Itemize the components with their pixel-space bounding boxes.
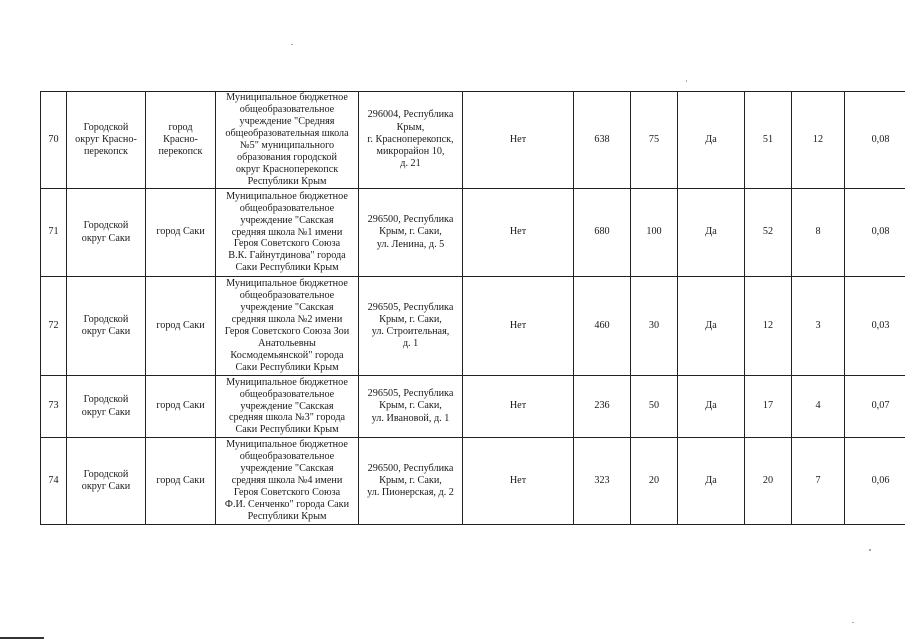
row-number: 70: [41, 92, 67, 189]
locality-cell: город Саки: [146, 438, 216, 525]
ratio-cell: 0,08: [845, 189, 905, 277]
value-cell: 638: [574, 92, 631, 189]
school-name-cell: Муниципальное бюджетное общеобразовательное учреждение "Сакская средняя школа №3" города Саки Республики Крым: [216, 376, 359, 438]
address-cell: 296004, Республика Крым, г. Красноперекопск, микрорайон 10, д. 21: [359, 92, 463, 189]
flag-cell: Нет: [463, 92, 574, 189]
scan-speck: [686, 80, 687, 82]
flag-cell: Да: [678, 189, 745, 277]
value-cell: 680: [574, 189, 631, 277]
value-cell: 460: [574, 277, 631, 376]
scan-speck: [869, 549, 871, 551]
value-cell: 17: [745, 376, 792, 438]
flag-cell: Да: [678, 92, 745, 189]
value-cell: 50: [631, 376, 678, 438]
page-edge-line: [0, 637, 44, 639]
ratio-cell: 0,07: [845, 376, 905, 438]
locality-cell: город Красно- перекопск: [146, 92, 216, 189]
value-cell: 100: [631, 189, 678, 277]
flag-cell: Нет: [463, 189, 574, 277]
table-row: [41, 438, 905, 525]
locality-cell: город Саки: [146, 376, 216, 438]
value-cell: 51: [745, 92, 792, 189]
address-cell: 296505, Республика Крым, г. Саки, ул. Ивановой, д. 1: [359, 376, 463, 438]
schools-table: [40, 91, 905, 525]
district-cell: Городской округ Саки: [67, 438, 146, 525]
table-row: [41, 92, 905, 189]
school-name-cell: Муниципальное бюджетное общеобразовательное учреждение "Сакская средняя школа №2 имени Героя Советского Союза Зои Анатольевны Космодемьянской" города Саки Республики Крым: [216, 277, 359, 376]
row-number: 74: [41, 438, 67, 525]
row-number: 73: [41, 376, 67, 438]
flag-cell: Да: [678, 438, 745, 525]
value-cell: 12: [792, 92, 845, 189]
value-cell: 4: [792, 376, 845, 438]
scan-speck: [291, 44, 293, 45]
address-cell: 296505, Республика Крым, г. Саки, ул. Строительная, д. 1: [359, 277, 463, 376]
row-number: 72: [41, 277, 67, 376]
ratio-cell: 0,03: [845, 277, 905, 376]
address-cell: 296500, Республика Крым, г. Саки, ул. Пионерская, д. 2: [359, 438, 463, 525]
flag-cell: Да: [678, 277, 745, 376]
table-row: [41, 189, 905, 277]
row-number: 71: [41, 189, 67, 277]
flag-cell: Да: [678, 376, 745, 438]
value-cell: 30: [631, 277, 678, 376]
flag-cell: Нет: [463, 376, 574, 438]
address-cell: 296500, Республика Крым, г. Саки, ул. Ленина, д. 5: [359, 189, 463, 277]
value-cell: 323: [574, 438, 631, 525]
value-cell: 7: [792, 438, 845, 525]
value-cell: 8: [792, 189, 845, 277]
value-cell: 75: [631, 92, 678, 189]
locality-cell: город Саки: [146, 277, 216, 376]
value-cell: 236: [574, 376, 631, 438]
flag-cell: Нет: [463, 438, 574, 525]
scan-speck: [852, 622, 854, 623]
ratio-cell: 0,06: [845, 438, 905, 525]
district-cell: Городской округ Саки: [67, 189, 146, 277]
school-name-cell: Муниципальное бюджетное общеобразовательное учреждение "Сакская средняя школа №4 имени Героя Советского Союза Ф.И. Сенченко" города Саки Республики Крым: [216, 438, 359, 525]
flag-cell: Нет: [463, 277, 574, 376]
district-cell: Городской округ Саки: [67, 277, 146, 376]
ratio-cell: 0,08: [845, 92, 905, 189]
locality-cell: город Саки: [146, 189, 216, 277]
table-row: [41, 277, 905, 376]
school-name-cell: Муниципальное бюджетное общеобразовательное учреждение "Средняя общеобразовательная школа №5" муниципального образования городской округ Красноперекопск Республики Крым: [216, 92, 359, 189]
table-row: [41, 376, 905, 438]
value-cell: 20: [631, 438, 678, 525]
district-cell: Городской округ Красно- перекопск: [67, 92, 146, 189]
value-cell: 20: [745, 438, 792, 525]
value-cell: 52: [745, 189, 792, 277]
district-cell: Городской округ Саки: [67, 376, 146, 438]
value-cell: 3: [792, 277, 845, 376]
school-name-cell: Муниципальное бюджетное общеобразовательное учреждение "Сакская средняя школа №1 имени Героя Советского Союза В.К. Гайнутдинова" города Саки Республики Крым: [216, 189, 359, 277]
value-cell: 12: [745, 277, 792, 376]
